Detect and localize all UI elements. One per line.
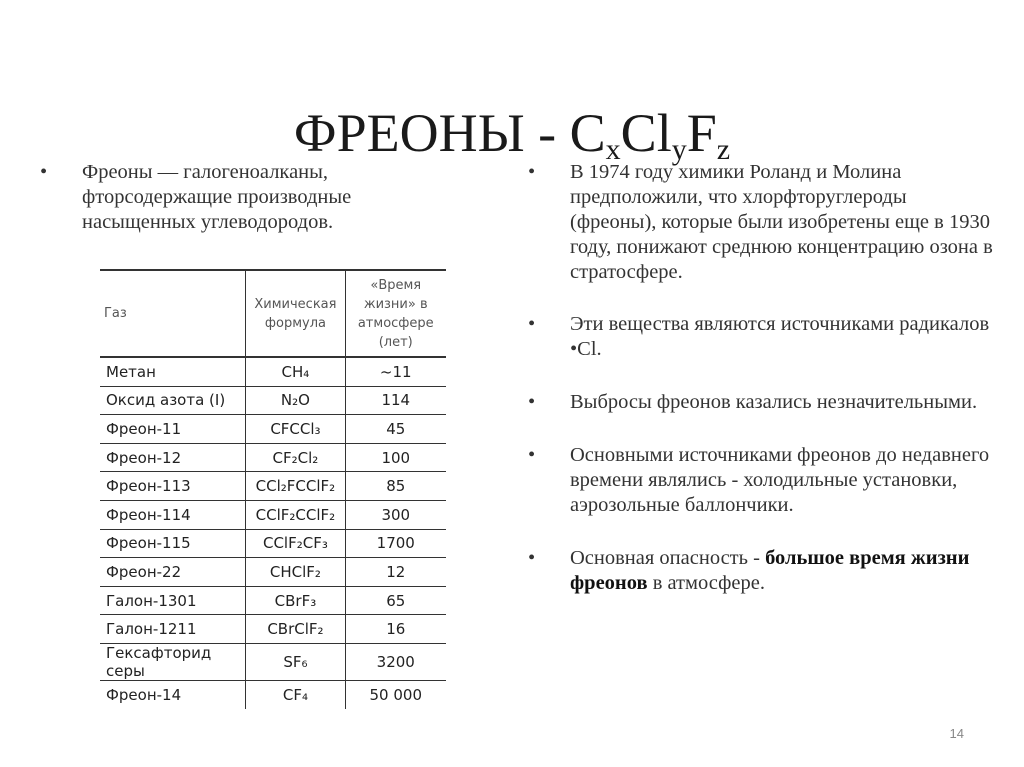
cell-gas: Фреон-115 xyxy=(100,529,246,558)
right-bullet-3 xyxy=(528,390,998,415)
cell-formula: CFCCl₃ xyxy=(246,415,345,444)
cell-formula: CCl₂FCClF₂ xyxy=(246,472,345,501)
right-bullet-2 xyxy=(528,312,998,362)
bullet-icon: • xyxy=(528,444,536,466)
bullet-icon: • xyxy=(528,547,536,569)
cell-lifetime: 16 xyxy=(345,615,446,644)
table-body xyxy=(100,357,446,709)
cell-gas: Фреон-11 xyxy=(100,415,246,444)
right-column xyxy=(528,160,998,624)
right-bullet-4-text: Основными источниками фреонов до недавнего времени являлись - холодильные установки, аэрозольные баллончики. xyxy=(570,444,990,516)
cell-formula: CF₄ xyxy=(246,680,345,708)
cell-formula: CH₄ xyxy=(246,357,345,386)
left-bullet xyxy=(40,160,440,235)
cell-formula: CF₂Cl₂ xyxy=(246,443,345,472)
cell-lifetime: 12 xyxy=(345,558,446,587)
cell-lifetime: 3200 xyxy=(345,643,446,680)
cell-lifetime: ~11 xyxy=(345,357,446,386)
right-bullet-1-text: В 1974 году химики Роланд и Молина предположили, что хлорфторуглероды (фреоны), которые были изобретены еще в 1930 году, понижают среднюю концентрацию озона в стратосфере. xyxy=(570,161,993,283)
bullet-icon: • xyxy=(40,161,48,183)
cell-formula: SF₆ xyxy=(246,643,345,680)
cell-formula: CClF₂CClF₂ xyxy=(246,500,345,529)
right-bullet-3-text: Выбросы фреонов казались незначительными. xyxy=(570,391,978,413)
header-lifetime: «Время жизни» в атмосфере (лет) xyxy=(345,270,446,357)
right-bullet-2-text: Эти вещества являются источниками радикалов •Cl. xyxy=(570,313,990,360)
cell-lifetime: 45 xyxy=(345,415,446,444)
table-row xyxy=(100,415,446,444)
table-row xyxy=(100,443,446,472)
cell-gas: Гексафторид серы xyxy=(100,643,246,680)
slide-title: ФРЕОНЫ - $C_xCl_yF_z$ xyxy=(293,103,731,167)
table-row xyxy=(100,615,446,644)
bullet-icon: • xyxy=(528,313,536,335)
cell-lifetime: 114 xyxy=(345,386,446,415)
cell-gas: Фреон-14 xyxy=(106,685,182,704)
left-bullet-text: Фреоны — галогеноалканы, фторсодержащие производные насыщенных углеводородов. xyxy=(82,161,352,233)
cell-lifetime: 85 xyxy=(345,472,446,501)
cell-gas: Оксид азота (I) xyxy=(100,386,246,415)
right-bullet-5-text: Основная опасность - большое время жизни фреонов в атмосфере. xyxy=(570,547,970,594)
table-row xyxy=(100,357,446,386)
cell-lifetime: 300 xyxy=(345,500,446,529)
table-row xyxy=(100,500,446,529)
cell-lifetime: 100 xyxy=(345,443,446,472)
cell-lifetime: 65 xyxy=(345,586,446,615)
cell-formula: N₂O xyxy=(246,386,345,415)
table-row xyxy=(100,529,446,558)
cell-formula: CBrClF₂ xyxy=(246,615,345,644)
page-number: 14 xyxy=(949,726,964,741)
table-row xyxy=(100,586,446,615)
freon-lifetime-table xyxy=(100,269,446,709)
header-formula: Химическая формула xyxy=(246,270,345,357)
cell-gas: Галон-1211 xyxy=(100,615,246,644)
cell-formula: CHClF₂ xyxy=(246,558,345,587)
right-bullet-1 xyxy=(528,160,998,285)
cell-gas: Фреон-114 xyxy=(100,500,246,529)
cell-lifetime: 1700 xyxy=(345,529,446,558)
cell-gas: Метан xyxy=(100,357,246,386)
cell-gas: Фреон-113 xyxy=(100,472,246,501)
right-bullet-5 xyxy=(528,546,998,596)
cell-gas: Фреон-12 xyxy=(100,443,246,472)
bullet-icon: • xyxy=(528,391,536,413)
cell-gas: Фреон-22 xyxy=(100,558,246,587)
header-gas: Газ xyxy=(100,270,246,357)
cell-lifetime: 50 000 xyxy=(345,680,446,708)
cell-gas: Галон-1301 xyxy=(100,586,246,615)
bullet-icon: • xyxy=(528,161,536,183)
emphasis-text: большое время жизни фреонов xyxy=(570,547,970,594)
cell-formula: CClF₂CF₃ xyxy=(246,529,345,558)
table-row xyxy=(100,558,446,587)
table-header-row xyxy=(100,270,446,357)
table-row xyxy=(100,680,446,708)
table-row xyxy=(100,472,446,501)
table-row xyxy=(100,386,446,415)
cell-formula: CBrF₃ xyxy=(246,586,345,615)
right-bullet-4 xyxy=(528,443,998,518)
left-column xyxy=(40,160,440,235)
table-row xyxy=(100,643,446,680)
